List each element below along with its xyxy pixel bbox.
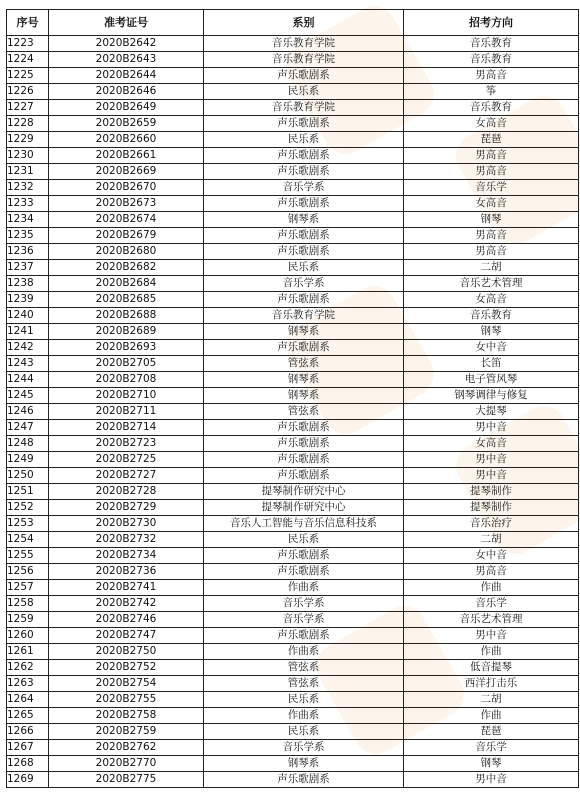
table-row <box>7 340 579 356</box>
cell-seq: 1258 <box>7 596 49 612</box>
cell-exam-id: 2020B2649 <box>49 100 204 116</box>
table-row <box>7 308 579 324</box>
cell-exam-id: 2020B2734 <box>49 548 204 564</box>
table-row <box>7 52 579 68</box>
cell-seq: 1259 <box>7 612 49 628</box>
cell-seq: 1254 <box>7 532 49 548</box>
cell-seq: 1249 <box>7 452 49 468</box>
cell-major: 音乐教育 <box>404 36 579 52</box>
table-row <box>7 372 579 388</box>
cell-department: 声乐歌剧系 <box>204 772 404 788</box>
cell-department: 声乐歌剧系 <box>204 452 404 468</box>
cell-major: 音乐学 <box>404 596 579 612</box>
table-row <box>7 404 579 420</box>
table-row <box>7 116 579 132</box>
cell-seq: 1255 <box>7 548 49 564</box>
cell-seq: 1256 <box>7 564 49 580</box>
cell-major: 提琴制作 <box>404 500 579 516</box>
cell-major: 女中音 <box>404 548 579 564</box>
cell-seq: 1263 <box>7 676 49 692</box>
admission-list-sheet <box>6 9 578 788</box>
cell-seq: 1246 <box>7 404 49 420</box>
table-row <box>7 564 579 580</box>
header-major: 招考方向 <box>404 10 579 36</box>
table-row <box>7 660 579 676</box>
cell-seq: 1264 <box>7 692 49 708</box>
cell-department: 民乐系 <box>204 84 404 100</box>
cell-exam-id: 2020B2742 <box>49 596 204 612</box>
cell-exam-id: 2020B2714 <box>49 420 204 436</box>
cell-department: 管弦系 <box>204 676 404 692</box>
table-row <box>7 596 579 612</box>
cell-major: 钢琴 <box>404 212 579 228</box>
cell-major: 男高音 <box>404 148 579 164</box>
table-row <box>7 180 579 196</box>
cell-exam-id: 2020B2669 <box>49 164 204 180</box>
table-row <box>7 500 579 516</box>
cell-exam-id: 2020B2693 <box>49 340 204 356</box>
cell-department: 声乐歌剧系 <box>204 244 404 260</box>
cell-exam-id: 2020B2754 <box>49 676 204 692</box>
cell-exam-id: 2020B2689 <box>49 324 204 340</box>
cell-seq: 1233 <box>7 196 49 212</box>
cell-major: 琵琶 <box>404 132 579 148</box>
cell-exam-id: 2020B2727 <box>49 468 204 484</box>
cell-seq: 1253 <box>7 516 49 532</box>
cell-department: 管弦系 <box>204 404 404 420</box>
cell-major: 音乐艺术管理 <box>404 612 579 628</box>
table-row <box>7 612 579 628</box>
table-row <box>7 212 579 228</box>
cell-major: 男高音 <box>404 228 579 244</box>
cell-exam-id: 2020B2752 <box>49 660 204 676</box>
cell-department: 民乐系 <box>204 532 404 548</box>
table-row <box>7 260 579 276</box>
cell-exam-id: 2020B2747 <box>49 628 204 644</box>
cell-department: 作曲系 <box>204 644 404 660</box>
cell-exam-id: 2020B2736 <box>49 564 204 580</box>
cell-exam-id: 2020B2708 <box>49 372 204 388</box>
cell-exam-id: 2020B2670 <box>49 180 204 196</box>
table-row <box>7 644 579 660</box>
cell-seq: 1262 <box>7 660 49 676</box>
cell-exam-id: 2020B2642 <box>49 36 204 52</box>
cell-exam-id: 2020B2674 <box>49 212 204 228</box>
cell-major: 音乐教育 <box>404 52 579 68</box>
admission-list-table <box>6 9 579 788</box>
cell-department: 管弦系 <box>204 356 404 372</box>
cell-major: 女高音 <box>404 292 579 308</box>
cell-department: 声乐歌剧系 <box>204 468 404 484</box>
table-row <box>7 532 579 548</box>
table-row <box>7 580 579 596</box>
table-row <box>7 756 579 772</box>
cell-seq: 1237 <box>7 260 49 276</box>
cell-department: 声乐歌剧系 <box>204 340 404 356</box>
cell-exam-id: 2020B2661 <box>49 148 204 164</box>
cell-exam-id: 2020B2762 <box>49 740 204 756</box>
cell-department: 音乐教育学院 <box>204 308 404 324</box>
cell-seq: 1267 <box>7 740 49 756</box>
table-row <box>7 692 579 708</box>
cell-major: 作曲 <box>404 708 579 724</box>
cell-exam-id: 2020B2750 <box>49 644 204 660</box>
cell-exam-id: 2020B2746 <box>49 612 204 628</box>
cell-seq: 1236 <box>7 244 49 260</box>
cell-seq: 1250 <box>7 468 49 484</box>
cell-major: 西洋打击乐 <box>404 676 579 692</box>
cell-major: 男高音 <box>404 68 579 84</box>
cell-department: 音乐学系 <box>204 612 404 628</box>
table-row <box>7 468 579 484</box>
cell-major: 二胡 <box>404 532 579 548</box>
cell-major: 男中音 <box>404 420 579 436</box>
cell-department: 管弦系 <box>204 660 404 676</box>
cell-department: 声乐歌剧系 <box>204 548 404 564</box>
cell-major: 钢琴 <box>404 756 579 772</box>
cell-department: 钢琴系 <box>204 372 404 388</box>
cell-department: 声乐歌剧系 <box>204 564 404 580</box>
cell-exam-id: 2020B2644 <box>49 68 204 84</box>
cell-major: 长笛 <box>404 356 579 372</box>
cell-major: 男中音 <box>404 468 579 484</box>
table-row <box>7 36 579 52</box>
cell-department: 声乐歌剧系 <box>204 68 404 84</box>
cell-exam-id: 2020B2684 <box>49 276 204 292</box>
cell-exam-id: 2020B2679 <box>49 228 204 244</box>
cell-major: 钢琴调律与修复 <box>404 388 579 404</box>
cell-major: 男中音 <box>404 772 579 788</box>
cell-major: 音乐教育 <box>404 100 579 116</box>
cell-exam-id: 2020B2710 <box>49 388 204 404</box>
cell-seq: 1261 <box>7 644 49 660</box>
cell-major: 提琴制作 <box>404 484 579 500</box>
cell-exam-id: 2020B2770 <box>49 756 204 772</box>
table-row <box>7 516 579 532</box>
cell-seq: 1229 <box>7 132 49 148</box>
cell-department: 民乐系 <box>204 692 404 708</box>
table-row <box>7 244 579 260</box>
header-seq: 序号 <box>7 10 49 36</box>
table-row <box>7 740 579 756</box>
cell-exam-id: 2020B2711 <box>49 404 204 420</box>
table-row <box>7 276 579 292</box>
cell-department: 声乐歌剧系 <box>204 116 404 132</box>
cell-major: 音乐治疗 <box>404 516 579 532</box>
cell-department: 声乐歌剧系 <box>204 436 404 452</box>
cell-department: 音乐人工智能与音乐信息科技系 <box>204 516 404 532</box>
cell-seq: 1226 <box>7 84 49 100</box>
cell-major: 钢琴 <box>404 324 579 340</box>
table-row <box>7 228 579 244</box>
cell-exam-id: 2020B2759 <box>49 724 204 740</box>
table-row <box>7 484 579 500</box>
cell-department: 提琴制作研究中心 <box>204 500 404 516</box>
cell-major: 音乐学 <box>404 740 579 756</box>
cell-exam-id: 2020B2729 <box>49 500 204 516</box>
table-row <box>7 628 579 644</box>
table-row <box>7 452 579 468</box>
cell-seq: 1257 <box>7 580 49 596</box>
cell-exam-id: 2020B2730 <box>49 516 204 532</box>
cell-department: 音乐学系 <box>204 740 404 756</box>
cell-major: 男高音 <box>404 164 579 180</box>
table-row <box>7 292 579 308</box>
cell-department: 声乐歌剧系 <box>204 628 404 644</box>
table-row <box>7 164 579 180</box>
cell-department: 作曲系 <box>204 580 404 596</box>
cell-department: 声乐歌剧系 <box>204 148 404 164</box>
table-row <box>7 100 579 116</box>
cell-department: 音乐教育学院 <box>204 100 404 116</box>
cell-exam-id: 2020B2741 <box>49 580 204 596</box>
cell-exam-id: 2020B2723 <box>49 436 204 452</box>
cell-exam-id: 2020B2732 <box>49 532 204 548</box>
cell-exam-id: 2020B2646 <box>49 84 204 100</box>
cell-major: 电子管风琴 <box>404 372 579 388</box>
cell-seq: 1248 <box>7 436 49 452</box>
cell-seq: 1252 <box>7 500 49 516</box>
cell-department: 钢琴系 <box>204 212 404 228</box>
cell-major: 女中音 <box>404 340 579 356</box>
cell-department: 钢琴系 <box>204 388 404 404</box>
cell-department: 声乐歌剧系 <box>204 228 404 244</box>
table-row <box>7 548 579 564</box>
cell-seq: 1239 <box>7 292 49 308</box>
table-header-row <box>7 10 579 36</box>
table-row <box>7 356 579 372</box>
cell-seq: 1269 <box>7 772 49 788</box>
table-row <box>7 324 579 340</box>
cell-seq: 1245 <box>7 388 49 404</box>
cell-seq: 1238 <box>7 276 49 292</box>
cell-major: 男中音 <box>404 628 579 644</box>
cell-major: 音乐艺术管理 <box>404 276 579 292</box>
cell-exam-id: 2020B2725 <box>49 452 204 468</box>
cell-exam-id: 2020B2673 <box>49 196 204 212</box>
cell-major: 女高音 <box>404 196 579 212</box>
cell-major: 二胡 <box>404 692 579 708</box>
cell-seq: 1247 <box>7 420 49 436</box>
cell-major: 男高音 <box>404 564 579 580</box>
cell-department: 音乐教育学院 <box>204 52 404 68</box>
cell-exam-id: 2020B2705 <box>49 356 204 372</box>
cell-department: 音乐教育学院 <box>204 36 404 52</box>
cell-major: 筝 <box>404 84 579 100</box>
table-row <box>7 436 579 452</box>
cell-major: 男高音 <box>404 244 579 260</box>
cell-department: 音乐学系 <box>204 276 404 292</box>
table-body <box>7 36 579 788</box>
cell-exam-id: 2020B2775 <box>49 772 204 788</box>
table-row <box>7 708 579 724</box>
cell-department: 声乐歌剧系 <box>204 164 404 180</box>
table-row <box>7 148 579 164</box>
cell-seq: 1266 <box>7 724 49 740</box>
cell-exam-id: 2020B2685 <box>49 292 204 308</box>
cell-department: 民乐系 <box>204 132 404 148</box>
table-row <box>7 196 579 212</box>
cell-seq: 1231 <box>7 164 49 180</box>
cell-seq: 1227 <box>7 100 49 116</box>
cell-seq: 1240 <box>7 308 49 324</box>
header-exam-id: 准考证号 <box>49 10 204 36</box>
cell-seq: 1241 <box>7 324 49 340</box>
cell-department: 钢琴系 <box>204 324 404 340</box>
cell-department: 声乐歌剧系 <box>204 420 404 436</box>
table-row <box>7 388 579 404</box>
cell-major: 作曲 <box>404 644 579 660</box>
cell-department: 提琴制作研究中心 <box>204 484 404 500</box>
table-row <box>7 420 579 436</box>
cell-major: 二胡 <box>404 260 579 276</box>
table-row <box>7 68 579 84</box>
cell-major: 女高音 <box>404 116 579 132</box>
cell-seq: 1225 <box>7 68 49 84</box>
cell-exam-id: 2020B2728 <box>49 484 204 500</box>
cell-seq: 1260 <box>7 628 49 644</box>
cell-department: 钢琴系 <box>204 756 404 772</box>
cell-major: 作曲 <box>404 580 579 596</box>
cell-department: 作曲系 <box>204 708 404 724</box>
cell-major: 低音提琴 <box>404 660 579 676</box>
cell-department: 声乐歌剧系 <box>204 292 404 308</box>
cell-major: 琵琶 <box>404 724 579 740</box>
cell-seq: 1223 <box>7 36 49 52</box>
cell-seq: 1235 <box>7 228 49 244</box>
cell-exam-id: 2020B2643 <box>49 52 204 68</box>
cell-exam-id: 2020B2659 <box>49 116 204 132</box>
cell-seq: 1224 <box>7 52 49 68</box>
cell-exam-id: 2020B2680 <box>49 244 204 260</box>
cell-department: 民乐系 <box>204 724 404 740</box>
cell-seq: 1251 <box>7 484 49 500</box>
cell-major: 大提琴 <box>404 404 579 420</box>
cell-exam-id: 2020B2755 <box>49 692 204 708</box>
cell-department: 音乐学系 <box>204 596 404 612</box>
table-row <box>7 676 579 692</box>
cell-major: 女高音 <box>404 436 579 452</box>
table-row <box>7 724 579 740</box>
cell-exam-id: 2020B2660 <box>49 132 204 148</box>
cell-major: 音乐学 <box>404 180 579 196</box>
cell-seq: 1244 <box>7 372 49 388</box>
table-row <box>7 84 579 100</box>
cell-seq: 1243 <box>7 356 49 372</box>
cell-seq: 1230 <box>7 148 49 164</box>
cell-department: 音乐学系 <box>204 180 404 196</box>
cell-exam-id: 2020B2758 <box>49 708 204 724</box>
cell-seq: 1268 <box>7 756 49 772</box>
cell-exam-id: 2020B2682 <box>49 260 204 276</box>
cell-exam-id: 2020B2688 <box>49 308 204 324</box>
cell-major: 男中音 <box>404 452 579 468</box>
cell-seq: 1234 <box>7 212 49 228</box>
table-row <box>7 132 579 148</box>
cell-major: 音乐教育 <box>404 308 579 324</box>
cell-department: 声乐歌剧系 <box>204 196 404 212</box>
cell-department: 民乐系 <box>204 260 404 276</box>
table-row <box>7 772 579 788</box>
header-department: 系别 <box>204 10 404 36</box>
cell-seq: 1242 <box>7 340 49 356</box>
cell-seq: 1232 <box>7 180 49 196</box>
cell-seq: 1228 <box>7 116 49 132</box>
cell-seq: 1265 <box>7 708 49 724</box>
